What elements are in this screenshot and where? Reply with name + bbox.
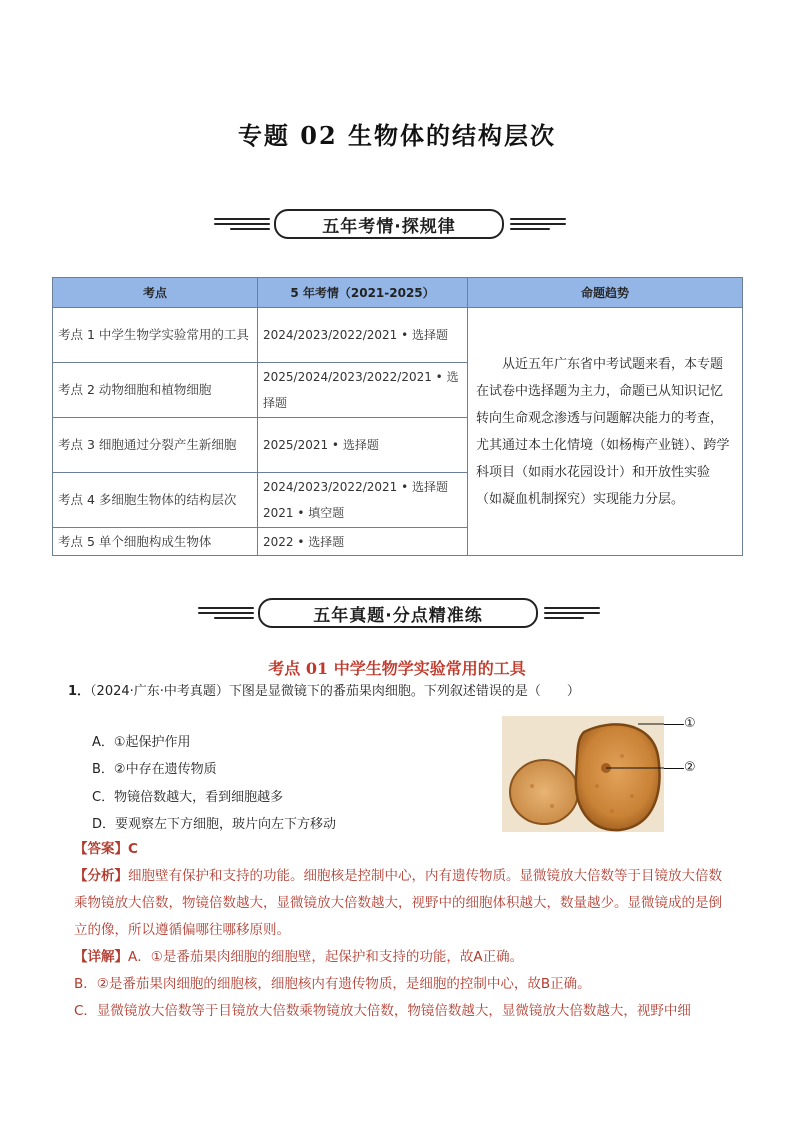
header-years: 5 年考情（2021-2025） — [258, 278, 468, 308]
trend-cell: 从近五年广东省中考试题来看，本专题在试卷中选择题为主力，命题已从知识记忆转向生命观念渗透与问题解决能力的考查，尤其通过本土化情境（如杨梅产业链）、跨学科项目（如雨水花园设计）和开放性实验（如凝血机制探究）实现能力分层。 — [468, 308, 743, 556]
years-cell: 2024/2023/2022/2021 • 选择题 — [258, 308, 468, 363]
years-cell: 2025/2024/2023/2022/2021 • 选择题 — [258, 363, 468, 418]
years-cell — [258, 473, 468, 528]
right-decoration-lines — [510, 215, 566, 233]
section-heading: 考点 01 中学生物学实验常用的工具 — [268, 659, 526, 678]
marker-leader-line-1 — [664, 724, 684, 725]
header-topic: 考点 — [53, 278, 258, 308]
banner-five-year-trend — [0, 209, 794, 239]
option-b: B．②中存在遗传物质 — [92, 762, 217, 777]
detail-a: A．①是番茄果肉细胞的细胞壁，起保护和支持的功能，故A正确。 — [128, 949, 524, 965]
topic-cell: 考点 4 多细胞生物体的结构层次 — [53, 473, 258, 528]
right-decoration-lines — [544, 604, 600, 622]
answer-line — [74, 836, 724, 863]
microscope-cell-image — [502, 716, 664, 832]
topic-cell: 考点 3 细胞通过分裂产生新细胞 — [53, 418, 258, 473]
detail-tag: 【详解】 — [74, 949, 128, 965]
question-stem — [68, 680, 628, 699]
detail-block — [74, 944, 724, 971]
exam-trend-table — [52, 277, 743, 556]
topic-cell: 考点 2 动物细胞和植物细胞 — [53, 363, 258, 418]
question-number: 1． — [68, 684, 91, 699]
banner-five-year-questions — [0, 598, 794, 628]
option-d: D．要观察左下方细胞，玻片向左下方移动 — [92, 817, 337, 832]
years-cell: 2025/2021 • 选择题 — [258, 418, 468, 473]
label-marker-1: ① — [684, 716, 696, 731]
years-line-1: 2024/2023/2022/2021 • 选择题 — [263, 480, 448, 494]
question-text: 下图是显微镜下的番茄果肉细胞。下列叙述错误的是（ ） — [228, 684, 580, 699]
question-source: （2024·广东·中考真题） — [90, 684, 229, 699]
answer-tag: 【答案】 — [74, 841, 128, 857]
analysis-text: 细胞壁有保护和支持的功能。细胞核是控制中心，内有遗传物质。显微镜放大倍数等于目镜放大倍数乘物镜放大倍数，物镜倍数越大，显微镜放大倍数越大，视野中的细胞体积越大，数量越少。显微镜成的是倒立的像，所以遵循偏哪往哪移原则。 — [74, 868, 722, 938]
banner-title: 五年考情·探规律 — [274, 209, 504, 239]
marker-leader-line-2 — [664, 768, 684, 769]
header-trend: 命题趋势 — [468, 278, 743, 308]
left-decoration-lines — [214, 215, 270, 233]
years-line-2: 2021 • 填空题 — [263, 506, 345, 520]
topic-cell: 考点 1 中学生物学实验常用的工具 — [53, 308, 258, 363]
table-row — [53, 308, 743, 363]
option-c: C．物镜倍数越大，看到细胞越多 — [92, 790, 284, 805]
years-cell: 2022 • 选择题 — [258, 528, 468, 556]
left-decoration-lines — [198, 604, 254, 622]
page-title: 专题 02 生物体的结构层次 — [237, 121, 557, 150]
label-marker-2: ② — [684, 760, 696, 775]
detail-c: C．显微镜放大倍数等于目镜放大倍数乘物镜放大倍数，物镜倍数越大，显微镜放大倍数越大，视野中细 — [74, 1003, 691, 1019]
option-a: A．①起保护作用 — [92, 735, 191, 750]
answer-value: C — [128, 841, 138, 857]
banner-title: 五年真题·分点精准练 — [258, 598, 538, 628]
topic-cell: 考点 5 单个细胞构成生物体 — [53, 528, 258, 556]
analysis-tag: 【分析】 — [74, 868, 128, 884]
analysis-block — [74, 863, 724, 944]
detail-b: B．②是番茄果肉细胞的细胞核，细胞核内有遗传物质，是细胞的控制中心，故B正确。 — [74, 976, 591, 992]
